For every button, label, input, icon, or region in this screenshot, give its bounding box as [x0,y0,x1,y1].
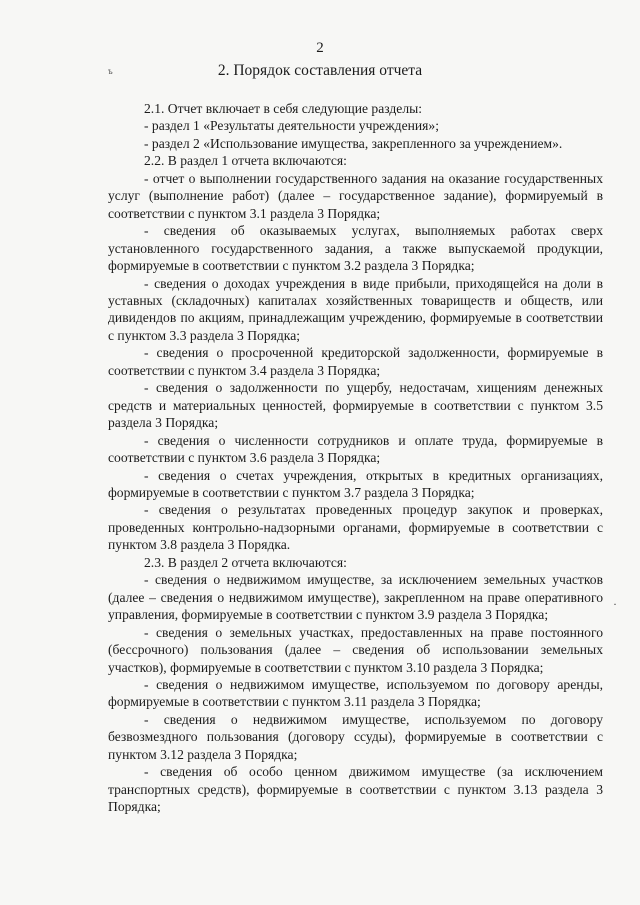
scan-dot: · [613,597,617,611]
paragraph: - сведения о недвижимом имуществе, за исключением земельных участков (далее – сведения о недвижимом имуществе), закрепленном на праве оперативного управления, формируемые в соответствии с пунктом 3.9 раздела 3 Порядка; [108,572,603,623]
paragraph: 2.3. В раздел 2 отчета включаются: [144,554,347,570]
paragraph: 2.1. Отчет включает в себя следующие разделы: [144,101,423,116]
paragraph: - сведения о просроченной кредиторской задолженности, формируемые в соответствии с пунктом 3.4 раздела 3 Порядка; [108,345,603,378]
scan-mark: ъ [108,66,113,76]
paragraph: - сведения о недвижимом имуществе, используемом по договору аренды, формируемые в соответствии с пунктом 3.11 раздела 3 Порядка; [108,676,603,710]
paragraph: 2.2. В раздел 1 отчета включаются: [144,153,347,169]
paragraph: - сведения о результатах проведенных процедур закупок и проверках, проведенных контрольно-надзорными органами, формируемые в соответствии с пунктом 3.8 раздела 3 Порядка. [108,502,603,553]
paragraph: - раздел 1 «Результаты деятельности учреждения»; [144,118,439,134]
paragraph: - сведения об особо ценном движимом имуществе (за исключением транспортных средств), формируемые в соответствии с пунктом 3.13 раздела 3 Порядка; [108,764,603,815]
paragraph: - отчет о выполнении государственного задания на оказание государственных услуг (выполнение работ) (далее – государственное задание), формируемый в соответствии с пунктом 3.1 раздела 3 Порядка; [108,170,603,221]
paragraph: - сведения о счетах учреждения, открытых в кредитных организациях, формируемые в соответствии с пунктом 3.7 раздела 3 Порядка; [108,467,603,500]
paragraph: - сведения о задолженности по ущербу, недостачам, хищениям денежных средств и материальных ценностей, формируемые в соответствии с пунктом 3.5 раздела 3 Порядка; [108,380,603,431]
paragraph: - сведения о доходах учреждения в виде прибыли, приходящейся на доли в уставных (складочных) капиталах хозяйственных товариществ и обществ, или дивидендов по акциям, принадлежащим учреждению, формируемые в соответствии с пунктом 3.3 раздела 3 Порядка; [108,275,603,343]
page-number: 2 [316,40,324,56]
paragraph: - сведения о недвижимом имуществе, используемом по договору безвозмездного пользования (договору ссуды), формируемые в соответствии с пунктом 3.12 раздела 3 Порядка; [108,711,603,762]
paragraph: - раздел 2 «Использование имущества, закрепленного за учреждением». [144,135,563,151]
paragraph: - сведения об оказываемых услугах, выполняемых работах сверх установленного государственного задания, а также выпускаемой продукции, формируемые в соответствии с пунктом 3.2 раздела 3 Порядка; [108,223,603,274]
document-body [108,100,603,816]
paragraph: - сведения о земельных участках, предоставленных на праве постоянного (бессрочного) пользования (далее – сведения об использовании земельных участков), формируемые в соответствии с пунктом 3.10 раздела 3 Порядка; [108,624,603,675]
section-title: 2. Порядок составления отчета [217,62,423,79]
paragraph: - сведения о численности сотрудников и оплате труда, формируемые в соответствии с пунктом 3.6 раздела 3 Порядка; [108,432,603,466]
